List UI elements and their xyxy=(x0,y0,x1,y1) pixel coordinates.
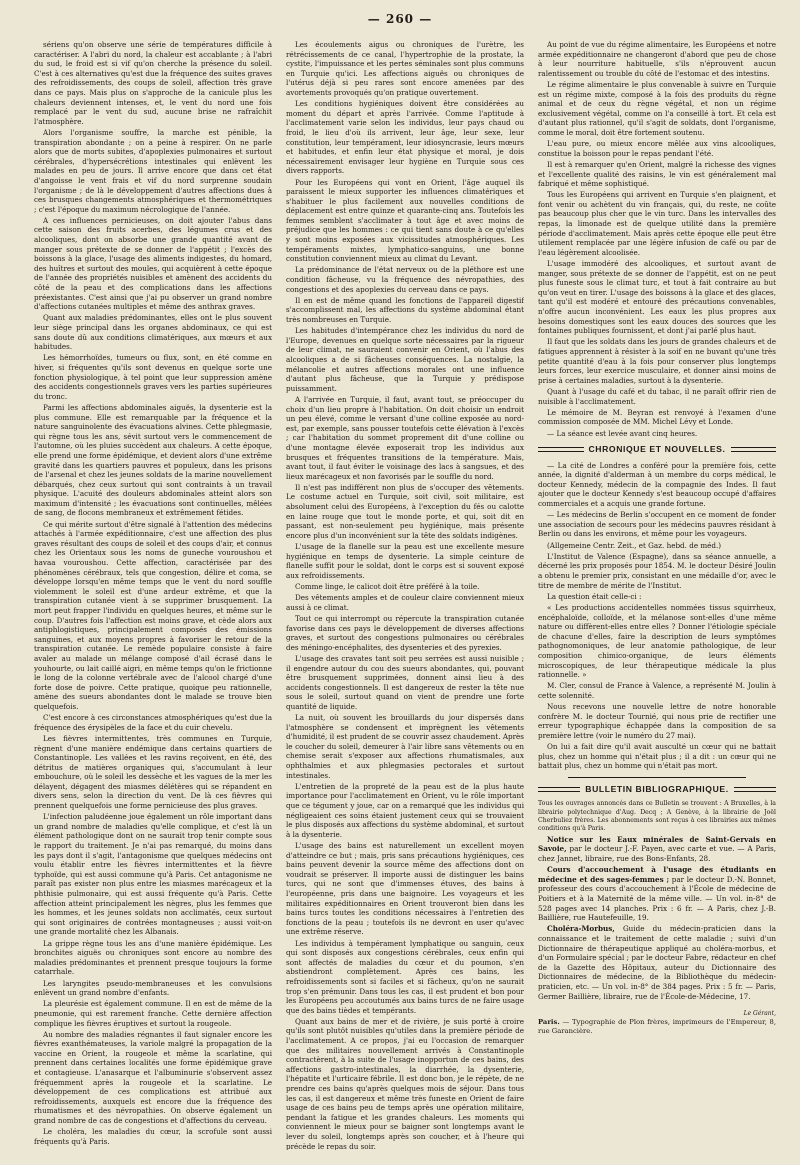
paragraph: « Les productions accidentelles nommées tissus squirrheux, encéphaloïde, colloïde, et la mélanose sont-elles d'une même nature ou diffèrent-elles entre elles ? Donner l'étiologie spéciale de chacune d'elles, faire la description de leurs symptômes pathognomoniques, de leur anatomie pathologique, de leur composition chimico-organique, de leurs éléments microscopiques, de leur thérapeutique médicale la plus rationnelle. » xyxy=(538,602,776,680)
page-number: — 260 — xyxy=(367,12,433,26)
section-divider xyxy=(568,777,746,778)
paragraph: — La séance est levée avant cinq heures. xyxy=(547,428,698,438)
paragraph: On lui a fait dire qu'il avait ausculté un cœur qui ne battait plus, chez un homme qui n'était plus ; il a dit : un cœur qui ne battait plus, chez un homme qui n'était pas mort. xyxy=(538,742,776,771)
paragraph: Au point de vue du régime alimentaire, les Européens et notre armée expéditionnaire ne changeront d'abord que peu de chose à leur nourriture habituelle, s'ils n'éprouvent aucun ralentissement ou trouble du côté de l'estomac et des intestins. xyxy=(538,40,776,78)
paragraph: La prédominance de l'état nerveux ou de la pléthore est une condition fâcheuse, vu la fréquence des névropathies, des congestions et des apoplexies du cerveau dans ce pays. xyxy=(286,265,524,294)
paragraph: Le mémoire de M. Beyran est renvoyé à l'examen d'une commission composée de MM. Michel Lévy et Londe. xyxy=(538,407,776,427)
paragraph: L'usage des bains est naturellement un excellent moyen d'atteindre ce but ; mais, pris sans précautions hygiéniques, ces bains peuvent devenir la source même des affections dont on voudrait se préserver. Il importe aussi de distinguer les bains turcs, qui ne sont que d'immenses étuves, des bains à l'européenne, pris dans une baignoire. Les voyageurs et les militaires expéditionnaires en Orient trouveront bien dans les bains turcs toutes les conditions nécessaires à l'entretien des fonctions de la peau ; toutefois ils ne devront en user qu'avec une extrême réserve. xyxy=(286,841,524,937)
bibliography-entry-title: Cours d'accouchement à l'usage des étudiants en médecine et des sages-femmes ; xyxy=(538,865,776,884)
paragraph: — Les médecins de Berlin s'occupent en ce moment de fonder une association de secours pour les médecins pauvres résidant à Berlin ou dans les environs, et même pour les voyageurs. xyxy=(538,510,776,539)
paragraph: L'infection paludéenne joue également un rôle important dans un grand nombre de maladies qu'elle complique, et c'est là un élément pathologique dont on ne saurait trop tenir compte sous le rapport du traitement. Je n'ai pas remarqué, du moins dans les pays dont il s'agit, l'antagonisme que quelques médecins ont voulu établir entre les fièvres intermittentes et la fièvre typhoïde, qui est aussi commune qu'à Paris. Cet antagonisme ne paraît pas exister non plus entre les miasmes marécageux et la phthisie pulmonaire, qui est aussi fréquente qu'à Paris. Cette affection atteint principalement les nègres, plus les femmes que les hommes, et les jeunes soldats non acclimatés, ceux surtout qui sont originaires de contrées montagneuses ; aussi voit-on une grande mortalité chez les Albanais. xyxy=(34,812,272,937)
imprint xyxy=(538,1009,776,1036)
paragraph: La question était celle-ci : xyxy=(547,591,642,601)
bibliography-entry-text: Guide du médecin-praticien dans la connaissance et le traitement de cette maladie ; suivi d'un Dictionnaire de thérapeutique appliqué au choléra-morbus, et d'un Formulaire spécial ; par le docteur Fabre, rédacteur en chef de la Gazette des Hôpitaux, auteur du Dictionnaire des Dictionnaires de médecine, de la Bibliothèque du médecin-praticien, etc. — Un vol. in-8° de 384 pages. Prix : 5 fr. — Paris, Germer Baillière, libraire, rue de l'École-de-Médecine, 17. xyxy=(538,924,776,1001)
paragraph: Ce qui mérite surtout d'être signalé à l'attention des médecins attachés à l'armée expéditionnaire, c'est une affection des plus graves résultant des coups de soleil et des coups d'air, et connus chez les Orientaux sous les noms de guneche vouroushou et havaa vouroushou. Cette affection, caractérisée par des phénomènes cérébraux, tels que congestion, délire et coma, se développe lorsqu'en même temps que le vent du nord souffle violemment le soleil est d'une ardeur extrême, et que la transpiration cutanée vient à se supprimer brusquement. La mort peut frapper l'individu en quelques heures, et même sur le coup. D'autres fois l'affection est moins grave, et cède alors aux antiphlogistiques, principalement composés des émissions sanguines, et aux moyens propres à favoriser le retour de la transpiration cutanée. Le remède populaire consiste à faire avaler au malade un mélange composé d'ail écrasé dans le youhourte, ou lait caillé aigri, en même temps qu'on le frictionne le long de la colonne vertébrale avec de l'alcool chargé d'une forte dose de poivre. Cette pratique, quoique peu rationnelle, amène des sueurs abondantes dont le malade se trouve bien quelquefois. xyxy=(34,519,272,711)
paragraph: Au nombre des maladies régnantes il faut signaler encore les fièvres exanthémateuses, la variole malgré la propagation de la vaccine en Orient, la rougeole et même la scarlatine, qui prennent dans certaines localités une forme épidémique grave et contagieuse. L'anasarque et l'albuminurie s'observent assez fréquemment après la rougeole et la scarlatine. Le développement de ces complications est attribué aux refroidissements, auxquels est encore due la fréquence des rhumatismes et des névropathies. On observe également un grand nombre de cas de congestions et d'affections du cerveau. xyxy=(34,1029,272,1126)
paragraph: Les conditions hygiéniques doivent être considérées au moment du départ et après l'arrivée. Comme l'aptitude à l'acclimatement varie selon les individus, leur pays chaud ou froid, le lieu d'où ils arrivent, leur âge, leur sexe, leur constitution, leur tempérament, leur idiosyncrasie, leurs mœurs et habitudes, et enfin leur état physique et moral, je dois nécessairement envisager leur hygiène en Turquie sous ces divers rapports. xyxy=(286,99,524,176)
bibliography-entry-text: par le docteur D.-N. Bonnet, professeur des cours d'accouchement à l'École de médecine de Poitiers et à la Maternité de la même ville. — Un vol. in-8° de 528 pages avec 14 planches. Prix : 6 fr. — A Paris, chez J.-B. Baillière, rue Hautefeuille, 19. xyxy=(538,874,776,923)
paragraph: Quant à l'usage du café et du tabac, il ne paraît offrir rien de nuisible à l'acclimatement. xyxy=(538,386,776,406)
bibliography-entry xyxy=(538,924,776,1001)
paragraph: Les écoulements aigus ou chroniques de l'urètre, les rétrécissements de ce canal, l'hypertrophie de la prostate, la cystite, l'impuissance et les pertes séminales sont plus communs en Turquie qu'ici. Les affections aiguës ou chroniques de l'utérus déjà si peu rares sont encore amenées par des avortements provoqués qu'on pratique ouvertement. xyxy=(286,40,524,97)
paragraph: Il en est de même quand les fonctions de l'appareil digestif s'accomplissent mal, les affections du système abdominal étant très nombreuses en Turquie. xyxy=(286,295,524,324)
chronique-heading xyxy=(538,445,776,455)
paragraph: Il n'est pas indifférent non plus de s'occuper des vêtements. Le costume actuel en Turquie, soit civil, soit militaire, est absolument celui des Européens, à l'exception du fés ou calotte en laine rouge que tout le monde porte, et qui, soit dit en passant, est non-seulement peu hygiénique, mais présente encore plus d'un inconvénient sur la tête des soldats indigènes. xyxy=(286,482,524,540)
paragraph: — La cité de Londres a conféré pour la première fois, cette année, la dignité d'alderman à un membre du corps médical, le docteur Kennedy, médecin de la compagnie des Indes. Il faut ajouter que le docteur Kennedy s'est beaucoup occupé d'affaires commerciales et a acquis une grande fortune. xyxy=(538,460,776,509)
paragraph: Le régime alimentaire le plus convenable à suivre en Turquie est un régime mixte, composé à la fois des produits du règne animal et de ceux du règne végétal, et non un régime exclusivement végétal, comme on l'a conseillé à tort. Et cela est d'autant plus rationnel, qu'il s'agit de soldats, dont l'organisme, comme le moral, doit être fortement soutenu. xyxy=(538,79,776,137)
imprint-gerant: Le Gérant, xyxy=(743,1010,776,1018)
paragraph: Les laryngites pseudo-membraneuses et les convulsions enlèvent un grand nombre d'enfants. xyxy=(34,978,272,998)
bibliography-entry-title: Notice sur les Eaux minérales de Saint-Gervais en Savoie, xyxy=(538,834,776,854)
bibliography-entry xyxy=(538,865,776,923)
bulletin-heading xyxy=(538,785,776,795)
imprint-text: — Typographie de Plon frères, imprimeurs de l'Empereur, 8, rue Garancière. xyxy=(538,1018,776,1036)
paragraph: sériens qu'on observe une série de températures difficile à caractériser. A l'abri du nord, la chaleur est accablante ; à l'abri du sud, le froid est si vif qu'on cherche la présence du soleil. C'est à ces alternatives qu'est due la fréquence des suites graves des refroidissements, des coups de soleil, affection très grave dans ce pays. Mais plus on s'approche de la canicule plus les chaleurs deviennent intenses, et, le vent du nord une fois remplacé par le vent du sud, aucune brise ne rafraîchit l'atmosphère. xyxy=(34,40,272,126)
paragraph: L'usage de la flanelle sur la peau est une excellente mesure hygiénique en temps de dysenterie. La simple ceinture de flanelle suffit pour le soldat, dont le corps est si souvent exposé aux refroidissements. xyxy=(286,542,524,580)
paragraph: La grippe règne tous les ans d'une manière épidémique. Les bronchites aiguës ou chroniques sont encore au nombre des maladies prédominantes et prennent presque toujours la forme catarrhale. xyxy=(34,938,272,977)
paragraph: C'est encore à ces circonstances atmosphériques qu'est due la fréquence des érysipèles de la face et du cuir chevelu. xyxy=(34,713,272,732)
paragraph: L'entretien de la propreté de la peau est de la plus haute importance pour l'acclimatement en Orient, vu le rôle important que ce tégument y joue, car on a remarqué que les individus qui négligeaient ces soins étaient justement ceux qui se trouvaient le plus disposés aux affections du système abdominal, et surtout à la dysenterie. xyxy=(286,781,524,839)
imprint-line xyxy=(538,1018,776,1036)
paragraph: Quant aux bains de mer et de rivière, je suis porté à croire qu'ils sont plutôt nuisibles qu'utiles dans la première période de l'acclimatement. A ce propos, j'ai eu l'occasion de remarquer que des militaires nouvellement arrivés à Constantinople contractèrent, à la suite de l'usage inopportun de ces bains, des affections gastro-intestinales, la diarrhée, la dysenterie, l'hépatite et l'urticaire fébrile. Il est donc bon, je le répète, de ne prendre ces bains qu'après quelques mois de séjour. Dans tous les cas, il est dangereux et même très funeste en Orient de faire usage de ces bains peu de temps après une opération militaire, pendant la fatigue et les grandes chaleurs. Les moments qui conviennent le mieux pour se baigner sont longtemps avant le lever du soleil, longtemps après son coucher, et à l'heure qui précède le repas du soir. xyxy=(286,1016,524,1150)
paragraph: Parmi les affections abdominales aiguës, la dysenterie est la plus commune. Elle est remarquable par la fréquence et la nature sanguinolente des évacuations alvines. Cette phlegmasie, qui règne tous les ans, sévit surtout vers le commencement de l'automne, où les pluies succèdent aux chaleurs. A cette époque, elle prend une forme épidémique, et devient alors d'une extrême gravité dans les quartiers pauvres et populeux, dans les prisons de l'arsenal et chez les jeunes soldats de la marine nouvellement débarqués, chez ceux surtout qui sont contraints à un travail physique. L'acuité des douleurs abdominales atteint alors son maximum d'intensité ; les évacuations sont continuelles, mêlées de sang, de flocons membraneux et extrêmement fétides. xyxy=(34,402,272,518)
paragraph: L'Institut de Valence (Espagne), dans sa séance annuelle, a décerné les prix proposés pour 1854. M. le docteur Désiré Joulin a obtenu le premier prix, consistant en une médaille d'or, avec le titre de membre de mérite de l'Institut. xyxy=(538,551,776,590)
paragraph: L'usage des cravates tant soit peu serrées est aussi nuisible ; il engendre autour du cou des sueurs abondantes, qui, pouvant être brusquement supprimées, donnent ainsi lieu à des accidents congestionnels. Il est dangereux de rester la tête nue sous le soleil, surtout quand on vient de prendre une forte quantité de liquide. xyxy=(286,653,524,711)
paragraph: (Allgemeine Centr. Zeit., et Gaz. hebd. de méd.) xyxy=(547,540,722,550)
bulletin-intro: Tous les ouvrages annoncés dans ce Bulletin se trouvent : A Bruxelles, à la librairie polytechnique d'Aug. Decq ; A Genève, à la librairie de Joël Cherbuliez frères. Les abonnements sont reçus à ces librairies aux mêmes conditions qu'à Paris. xyxy=(538,800,776,833)
paragraph: La nuit, où souvent les brouillards du jour dispersés dans l'atmosphère se condensent et imprègnent les vêtements d'humidité, il est prudent de se couvrir assez chaudement. Après le coucher du soleil, demeurer à l'air libre sans vêtements ou en chemise serait s'exposer aux affections rhumatismales, aux ophthalmies et aux phlegmasies pectorales et surtout intestinales. xyxy=(286,713,524,780)
bulletin-heading-text: BULLETIN BIBLIOGRAPHIQUE. xyxy=(585,783,729,794)
paragraph: Les habitudes d'intempérance chez les individus du nord de l'Europe, devenues en quelque sorte nécessaires par la rigueur de leur climat, ne sauraient convenir en Orient, où l'abus des alcooliques a de si fâcheuses conséquences. La nostalgie, la mélancolie et autres affections morales ont une influence d'autant plus fâcheuse, que la Turquie y prédispose puissamment. xyxy=(286,326,524,393)
paragraph: Nous recevons une nouvelle lettre de notre honorable confrère M. le docteur Tournié, qui nous prie de rectifier une erreur typographique échappée dans la composition de sa première lettre (voir le numéro du 27 mai). xyxy=(538,702,776,740)
paragraph: Tous les Européens qui arrivent en Turquie s'en plaignent, et font venir ou achètent du vin français, qui, du reste, ne coûte pas beaucoup plus cher que le vin turc. Dans les intervalles des repas, la limonade est de quelque utilité dans la première période d'acclimatement. Mais après cette époque elle peut être utilement remplacée par une légère infusion de café ou par de l'eau légèrement alcoolisée. xyxy=(538,190,776,257)
paragraph: Les fièvres intermittentes, très communes en Turquie, règnent d'une manière endémique dans certains quartiers de Constantinople. Les vallées et les ravins reçoivent, en été, des détritus de matières organiques qui, s'accumulant à leur embouchure, où le soleil les dessèche et les vagues de la mer les délayent, dégagent des miasmes délétères qui se répandent en divers sens, selon la direction du vent. De là ces fièvres qui prennent quelquefois une forme pernicieuse des plus graves. xyxy=(34,733,272,811)
text-columns xyxy=(34,40,776,1150)
paragraph: Comme linge, le calicot doit être préféré à la toile. xyxy=(295,582,480,591)
paragraph: A ces influences pernicieuses, on doit ajouter l'abus dans cette saison des fruits acerbes, des légumes crus et des alcooliques, dont on absorbe une grande quantité avant de manger sous prétexte de se donner de l'appétit ; l'excès des boissons à la glace, l'usage des aliments indigestes, du homard, des huîtres et surtout des moules, qui acquièrent à cette époque de l'année des propriétés nuisibles et amènent des accidents du côté de la peau et des complications dans les affections préexistantes. C'est ainsi que j'ai pu observer un grand nombre d'affections cutanées multiples et même des anthrax graves. xyxy=(34,215,272,312)
bibliography-entry-text: par le docteur J.-F. Payen, avec carte et vue. — A Paris, chez Jannet, libraire, rue des Bons-Enfants, 28. xyxy=(538,844,776,864)
paragraph: A l'arrivée en Turquie, il faut, avant tout, se préoccuper du choix d'un lieu propre à l'habitation. On doit choisir un endroit un peu élevé, comme le versant d'une colline exposée au nord-est, par exemple, sans pousser toutefois cette élévation à l'excès ; car l'habitation du sommet proprement dit d'une colline ou d'une montagne élevée exposerait trop les individus aux brusques et fréquentes transitions de la température. Mais, avant tout, il faut éviter le voisinage des lacs à sangsues, et des lieux marécageux et non favorisés par le souffle du nord. xyxy=(286,394,524,481)
column-right xyxy=(538,40,776,1150)
column-left xyxy=(34,40,272,1150)
paragraph: L'usage immodéré des alcooliques, et surtout avant de manger, sous prétexte de se donner de l'appétit, est on ne peut plus funeste sous le climat turc, et tout à fait contraire au but qu'on veut en tirer. L'usage des boissons à la glace et des glaces, tant qu'il est modéré et entouré des précautions convenables, n'offre aucun inconvénient. Les eaux les plus propres aux besoins domestiques sont les eaux douces des sources que les fontaines publiques fournissent, et dont j'ai parlé plus haut. xyxy=(538,259,776,336)
column-middle xyxy=(286,40,524,1150)
paragraph: Alors l'organisme souffre, la marche est pénible, la transpiration abondante ; on a peine à respirer. On ne parle alors que de morts subites, d'apoplexies pulmonaires et surtout cérébrales, d'hypersécrétions intestinales qui enlèvent les malades en peu de jours. Il arrive encore que dans cet état d'angoisse le vent frais et vif du nord surprenne soudain l'organisme ; de là le développement d'autres affections dues à ces brusques changements atmosphériques et thermométriques ; c'est l'époque du maximum nécrologique de l'année. xyxy=(34,127,272,214)
paragraph: L'eau pure, ou mieux encore mêlée aux vins alcooliques, constitue la boisson pour le repas pendant l'été. xyxy=(538,139,776,158)
paragraph: M. Cler, consul de France à Valence, a représenté M. Joulin à cette solennité. xyxy=(538,681,776,700)
paragraph: Des vêtements amples et de couleur claire conviennent mieux aussi à ce climat. xyxy=(286,593,524,612)
bibliography-entry xyxy=(538,835,776,864)
paragraph: Quant aux maladies prédominantes, elles ont le plus souvent leur siège principal dans les organes abdominaux, ce qui est sans doute dû aux conditions climatériques, aux mœurs et aux habitudes. xyxy=(34,313,272,352)
paragraph: La pleurésie est également commune. Il en est de même de la pneumonie, qui est rarement franche. Cette dernière affection complique les fièvres éruptives et surtout la rougeole. xyxy=(34,999,272,1028)
paragraph: Les individus à tempérament lymphatique ou sanguin, ceux qui sont disposés aux congestions cérébrales, ceux enfin qui sont affectés de maladies du cœur et du poumon, s'en abstiendront complètement. Après ces bains, les refroidissements sont si faciles et si fâcheux, qu'on ne saurait trop s'en prémunir. Dans tous les cas, il est prudent et bon pour les Européens peu accoutumés aux bains turcs de ne faire usage que des bains tièdes et tempérants. xyxy=(286,938,524,1015)
paragraph: Il est à remarquer qu'en Orient, malgré la richesse des vignes et l'excellente qualité des raisins, le vin est généralement mal fabriqué et même sophistiqué. xyxy=(538,159,776,189)
paragraph: Pour les Européens qui vont en Orient, l'âge auquel ils paraissent le mieux supporter les influences climatériques et s'habituer le plus facilement aux nouvelles conditions de déplacement est entre quinze et quarante-cinq ans. Toutefois les femmes semblent s'acclimater à tout âge et avec moins de préjudice que les hommes : ce qui tient sans doute à ce qu'elles y sont moins exposées aux vicissitudes atmosphériques. Les tempéraments mixtes, lymphatico-sanguins, une bonne constitution conviennent mieux au climat du Levant. xyxy=(286,177,524,264)
paragraph: Tout ce qui interrompt ou répercute la transpiration cutanée favorise dans ces pays le développement de diverses affections graves, et surtout des congestions pulmonaires ou cérébrales des méningo-encéphalites, des dysenteries et des pyrexies. xyxy=(286,613,524,652)
bibliography-entry-title: Choléra-Morbus, xyxy=(547,924,615,934)
paragraph: Les hémorrhoïdes, tumeurs ou flux, sont, en été comme en hiver, si fréquentes qu'ils sont devenus en quelque sorte une fonction physiologique, à tel point que leur suppression amène des accidents congestionnels graves vers les parties supérieures du tronc. xyxy=(34,353,272,401)
imprint-label: Paris. xyxy=(538,1018,560,1027)
chronique-heading-text: CHRONIQUE ET NOUVELLES. xyxy=(588,444,726,455)
paragraph: Le choléra, les maladies du cœur, la scrofule sont aussi fréquents qu'à Paris. xyxy=(34,1127,272,1146)
paragraph: Il faut que les soldats dans les jours de grandes chaleurs et de fatigues apprennent à résister à la soif en ne buvant qu'une très petite quantité d'eau à la fois pour conserver plus longtemps leurs forces, leur exercice musculaire, et donner ainsi moins de prise à certaines maladies, surtout à la dysenterie. xyxy=(538,337,776,385)
